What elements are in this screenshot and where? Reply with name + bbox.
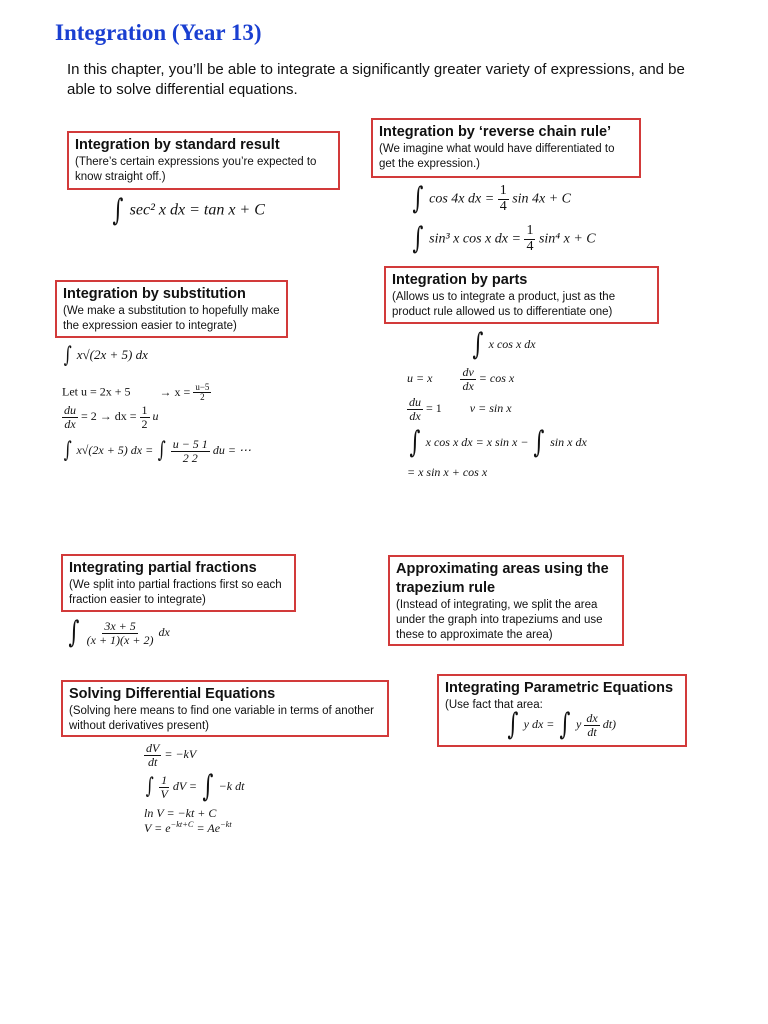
parts-integral-text: x cos x dx [488,336,536,351]
partial-fractions-heading: Integrating partial fractions [69,560,257,576]
diff-eq-desc: (Solving here means to find one variable in terms of another without derivatives present) [69,705,374,732]
substitution-desc: (We make a substitution to hopefully make the expression easier to integrate) [63,305,280,332]
frac-den: V [160,786,168,801]
parts-line3-right: sin x dx [550,434,587,449]
parts-heading: Integration by parts [392,272,528,288]
diff-eq-line1 [144,742,196,768]
frac-num: dV [146,741,160,755]
integral-sign: ∫ [145,774,154,799]
reverse-chain-box [371,118,641,178]
frac-den: 4 [499,198,507,214]
parts-du-line [407,396,512,422]
integral-sign: ∫ [157,438,166,464]
trapezium-desc: (Instead of integrating, we split the area under the graph into trapeziums and use these to approximate the area) [396,599,603,641]
substitution-box [55,280,288,338]
fraction-quarter [524,224,535,254]
frac-den: (x + 1)(x + 2) [86,632,154,647]
sub-final-right: du = ⋯ [212,442,251,457]
integral-sign: ∫ [63,343,72,368]
diff-eq-line3: ln V = −kt + C [144,806,217,820]
frac-num: dv [462,365,474,379]
sub-final-fraction [171,438,210,464]
frac-den: dx [462,378,474,393]
pf-dx: dx [158,624,170,639]
substitution-heading: Integration by substitution [63,286,246,302]
sub-fraction [193,383,211,403]
frac-num: u−5 [195,382,210,392]
fraction-quarter [498,184,509,214]
pf-fraction [85,620,156,646]
substitution-final [62,438,251,464]
frac-den: 2 [141,416,148,431]
integral-sign: ∫ [112,193,124,228]
de-rhs1: = −kV [164,746,197,761]
rc2-right: sin⁴ x + C [538,231,596,247]
de-right: −k dt [218,778,245,793]
dV-dt-fraction [144,742,161,768]
sub-let-text: Let u = 2x + 5 [62,384,131,399]
partial-fractions-desc: (We split into partial fractions first so each fraction easier to integrate) [69,579,282,606]
param-y: y [576,716,582,731]
integral-sign: ∫ [412,221,424,257]
sub-final-left: x√(2x + 5) dx = [76,442,157,457]
rc2-left: sin³ x cos x dx = [429,231,525,247]
de-mid: dV = [172,778,201,793]
substitution-let [62,383,211,403]
standard-result-desc: (There’s certain expressions you’re expected to know straight off.) [75,156,317,183]
frac-num: du [64,403,76,417]
frac-den: dt [587,724,597,739]
parts-desc: (Allows us to integrate a product, just as the product rule allowed us to differentiate one) [392,291,616,318]
trapezium-box [388,555,624,646]
du-dx-fraction [407,396,423,422]
reverse-chain-eq2 [410,221,596,257]
parts-integral [470,327,536,362]
parts-line3-left: x cos x dx = x sin x − [425,434,532,449]
frac-den: dx [409,408,421,423]
reverse-chain-desc: (We imagine what would have differentiated to get the expression.) [379,143,615,170]
substitution-integral [62,345,148,367]
de-final: V = e [144,821,171,835]
frac-den: dx [64,416,76,431]
one-over-V-fraction [158,774,169,800]
integral-sign: ∫ [63,438,72,464]
partial-fractions-box [61,554,296,612]
reverse-chain-heading: Integration by ‘reverse chain rule’ [379,124,612,140]
standard-result-box [67,131,340,190]
frac-num: 1 [499,183,507,198]
sub-eq2-text: = 2 → dx = [81,408,140,423]
frac-num: 3x + 5 [104,618,136,633]
frac-den: 4 [526,238,534,254]
standard-eq-text: sec² x dx = tan x + C [129,201,265,219]
integral-sign: ∫ [68,615,80,650]
diff-eq-box [61,680,389,737]
reverse-chain-eq1 [410,181,572,217]
integral-sign: ∫ [409,425,421,460]
sub-arrow-text: → x = [159,384,194,399]
de-exp1: −kt+C [170,820,194,829]
standard-result-equation [110,193,265,228]
frac-den: 2 2 [182,450,198,465]
parametric-equation [505,707,617,742]
du-dx-fraction [62,404,78,430]
frac-num: u − 5 1 [172,437,208,451]
integral-sign: ∫ [559,707,571,742]
integral-sign: ∫ [472,327,484,362]
diff-eq-line2 [144,769,245,804]
dv-dx-fraction [460,366,475,392]
dx-dt-fraction [584,712,599,738]
frac-num: du [409,395,421,409]
parts-v: v = sin x [469,400,512,415]
param-dt-end: dt) [602,716,617,731]
frac-num: dx [586,710,598,725]
frac-den: 2 [200,392,205,403]
trapezium-heading: Approximating areas using the trapezium rule [396,561,609,596]
intro-text: In this chapter, you’ll be able to integrate a significantly greater variety of expressions, and be able to solve differential equations. [67,61,685,98]
parametric-heading: Integrating Parametric Equations [445,680,674,696]
integral-sign: ∫ [533,425,545,460]
de-eq: = Ae [193,821,221,835]
partial-fractions-integral [66,615,170,650]
frac-num: 1 [141,403,148,417]
frac-den: dt [148,754,158,769]
parts-line4: = x sin x + cos x [407,465,488,479]
parametric-box [437,674,687,747]
parts-u-line [407,366,514,392]
frac-num: 1 [161,772,168,787]
integral-sign: ∫ [202,769,214,804]
fraction-half [140,404,150,430]
standard-result-heading: Integration by standard result [75,137,280,153]
substitution-derivative [62,404,159,430]
param-left: y dx = [523,716,558,731]
sub-integral-text: x√(2x + 5) dx [76,346,148,362]
parts-line3 [407,425,587,460]
page-title: Integration (Year 13) [55,20,262,45]
rc1-left: cos 4x dx = [429,191,498,207]
de-exp2: −kt [220,820,232,829]
integral-sign: ∫ [412,181,424,217]
sub-u: u [152,408,159,423]
parts-du-rhs: = 1 [426,400,442,415]
parametric-desc: (Use fact that area: [445,699,543,711]
parts-dv-rhs: = cos x [478,370,515,385]
diff-eq-heading: Solving Differential Equations [69,686,276,702]
parts-box [384,266,659,324]
integral-sign: ∫ [507,707,519,742]
parts-u: u = x [407,370,433,385]
diff-eq-line4 [144,820,232,836]
rc1-right: sin 4x + C [512,191,572,207]
frac-num: 1 [526,223,534,238]
